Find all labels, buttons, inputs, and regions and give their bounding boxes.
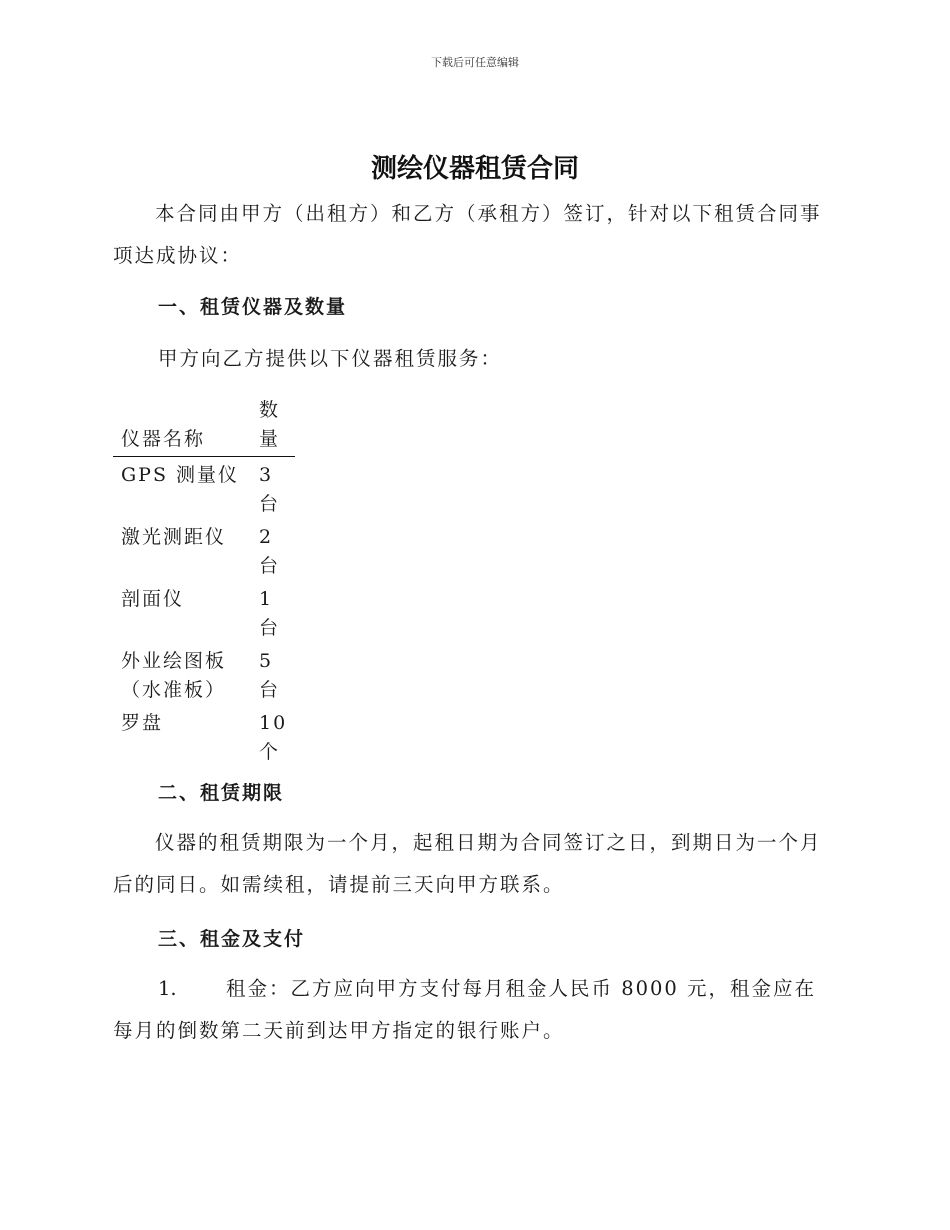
instrument-name: 剖面仪 — [121, 588, 185, 610]
section3-item-1 — [113, 968, 835, 1052]
instrument-name: GPS 测量仪 — [121, 464, 240, 486]
section2-heading: 二、租赁期限 — [158, 782, 285, 804]
instrument-quantity: 3 台 — [259, 464, 281, 515]
table-row — [113, 519, 295, 581]
column-header-name: 仪器名称 — [113, 396, 251, 457]
instrument-name: 激光测距仪 — [121, 526, 227, 548]
item-number: 1. — [158, 977, 177, 1000]
instrument-quantity: 10 个 — [259, 712, 288, 763]
instrument-name: 罗盘 — [121, 712, 164, 734]
section1-heading: 一、租赁仪器及数量 — [158, 296, 348, 318]
instrument-name: 外业绘图板（水准板） — [121, 650, 227, 701]
column-header-quantity: 数量 — [251, 396, 295, 457]
table-row — [113, 581, 295, 643]
table-row — [113, 457, 295, 520]
instrument-quantity: 5 台 — [259, 650, 281, 701]
section2-body: 仪器的租赁期限为一个月，起租日期为合同签订之日，到期日为一个月后的同日。如需续租，请提前三天向甲方联系。 — [113, 831, 822, 896]
document-title: 测绘仪器租赁合同 — [370, 154, 579, 184]
section1-lead: 甲方向乙方提供以下仪器租赁服务： — [158, 347, 503, 370]
table-row — [113, 643, 295, 705]
instrument-table — [113, 396, 295, 767]
table-header-row — [113, 396, 295, 457]
item-text: 租金：乙方应向甲方支付每月租金人民币 8000 元，租金应在每月的倒数第二天前到达甲方指定的银行账户。 — [113, 977, 817, 1042]
header-note: 下载后可任意编辑 — [431, 56, 519, 69]
instrument-quantity: 2 台 — [259, 526, 281, 577]
table-row — [113, 705, 295, 767]
section3-heading: 三、租金及支付 — [158, 928, 306, 950]
instrument-quantity: 1 台 — [259, 588, 281, 639]
intro-paragraph: 本合同由甲方（出租方）和乙方（承租方）签订，针对以下租赁合同事项达成协议： — [113, 202, 822, 267]
